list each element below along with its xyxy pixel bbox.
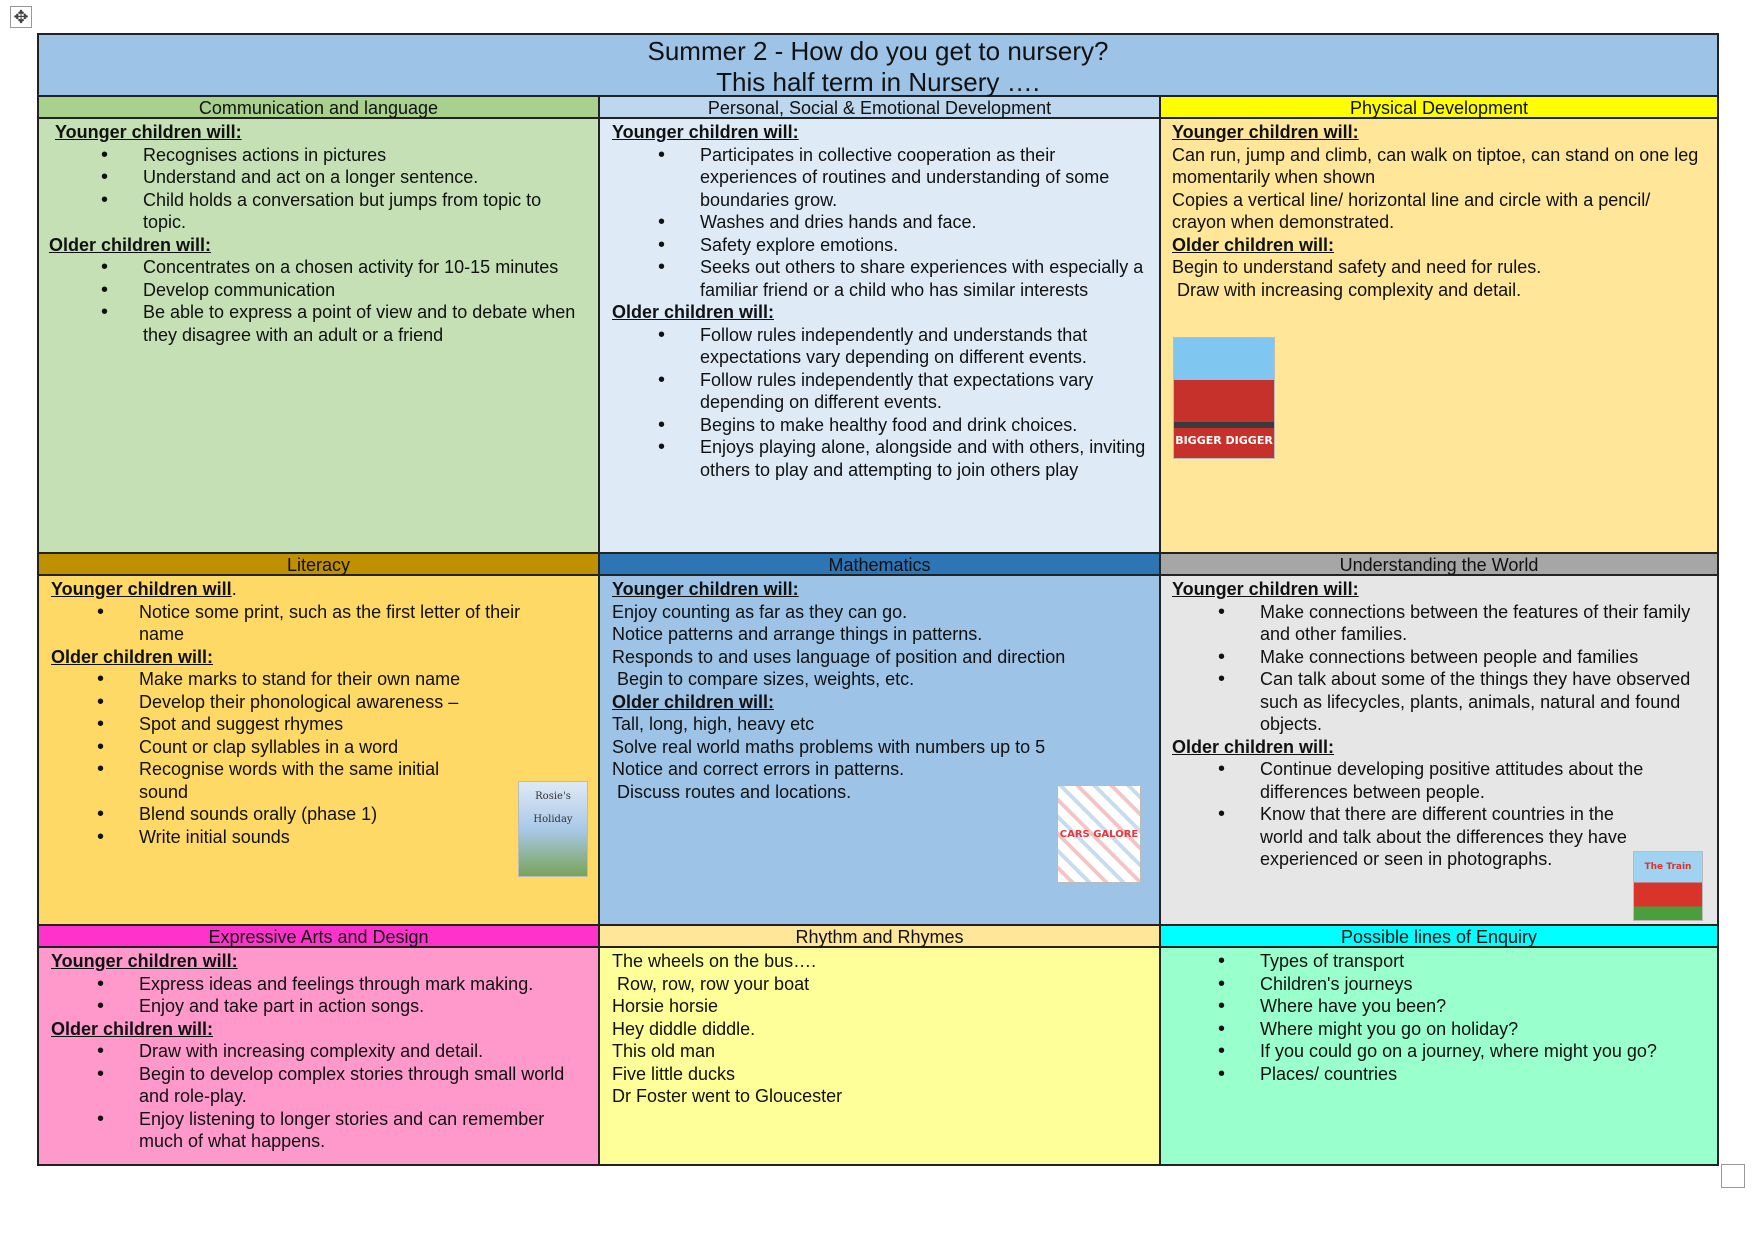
cell-expressive-arts (39, 926, 600, 1164)
mathematics-line: Responds to and uses language of position and direction (612, 646, 1066, 667)
list-item: • Safety explore emotions. (700, 234, 1149, 257)
psed-younger-label: Younger children will: (612, 122, 799, 142)
list-item: • Child holds a conversation but jumps from topic to topic. (143, 189, 588, 234)
rhyme-line: Five little ducks (612, 1063, 736, 1084)
physical-older-label: Older children will: (1172, 234, 1335, 255)
book-title: The Train Ride (1644, 862, 1692, 895)
literacy-younger-label: Younger children will (51, 579, 232, 599)
physical-younger-line: Can run, jump and climb, can walk on tiptoe, can stand on one leg momentarily when shown (1172, 144, 1699, 187)
rhyme-line: Row, row, row your boat (612, 973, 810, 994)
list-item: • Enjoys playing alone, alongside and with others, inviting others to play and attempting to join others play (700, 436, 1149, 481)
cell-mathematics (600, 554, 1161, 924)
understanding-younger-list (1172, 601, 1707, 736)
list-item: • Draw with increasing complexity and detail. (139, 1040, 588, 1063)
rhymes-header: Rhythm and Rhymes (600, 926, 1159, 948)
page-title (39, 35, 1717, 97)
mathematics-line: Solve real world maths problems with numbers up to 5 (612, 736, 1046, 757)
mathematics-line: Enjoy counting as far as they can go. (612, 601, 908, 622)
expressive-header: Expressive Arts and Design (39, 926, 598, 948)
cell-literacy (39, 554, 600, 924)
literacy-younger-list (51, 601, 588, 646)
literacy-older-label: Older children will: (51, 646, 214, 667)
list-item: • Places/ countries (1260, 1063, 1707, 1086)
table-row-3 (39, 926, 1717, 1164)
list-item: • Develop communication (143, 279, 588, 302)
list-item: • Recognises actions in pictures (143, 144, 588, 167)
list-item: • Enjoy and take part in action songs. (139, 995, 588, 1018)
rosies-holiday-book-image (518, 781, 588, 877)
list-item: • Can talk about some of the things they have observed such as lifecycles, plants, animals, natural and found objects. (1260, 668, 1707, 736)
cell-psed (600, 97, 1161, 552)
rhyme-line: Horsie horsie (612, 996, 719, 1016)
communication-older-list (55, 256, 588, 346)
expressive-younger-list (51, 973, 588, 1018)
enquiry-header: Possible lines of Enquiry (1161, 926, 1717, 948)
list-item: • Children's journeys (1260, 973, 1707, 996)
communication-younger-list (55, 144, 588, 234)
list-item: • Participates in collective cooperation as their experiences of routines and understanding of some boundaries grow. (700, 144, 1149, 212)
table-row-1 (39, 97, 1717, 554)
rhyme-line: This old man (612, 1041, 716, 1061)
list-item: • Develop their phonological awareness – (139, 691, 488, 714)
rhyme-line: The wheels on the bus…. (612, 951, 817, 971)
list-item: • Express ideas and feelings through mark making. (139, 973, 588, 996)
literacy-older-list (51, 668, 588, 848)
mathematics-younger-label: Younger children will: (612, 579, 799, 599)
list-item: • Blend sounds orally (phase 1) (139, 803, 488, 826)
communication-header: Communication and language (39, 97, 598, 119)
list-item: • Enjoy listening to longer stories and can remember much of what happens. (139, 1108, 588, 1153)
psed-older-list (612, 324, 1149, 482)
mathematics-line: Notice patterns and arrange things in patterns. (612, 624, 983, 644)
list-item: • Begin to develop complex stories through small world and role-play. (139, 1063, 588, 1108)
list-item: • Begins to make healthy food and drink choices. (700, 414, 1149, 437)
list-item: • Spot and suggest rhymes (139, 713, 488, 736)
understanding-older-list (1172, 758, 1707, 871)
mathematics-line: Begin to compare sizes, weights, etc. (612, 669, 915, 689)
curriculum-table (37, 33, 1719, 1166)
list-item: • Be able to express a point of view and to debate when they disagree with an adult or a friend (143, 301, 588, 346)
bigger-digger-book-image (1173, 337, 1275, 459)
list-item: • Know that there are different countries in the world and talk about the differences they have experienced or seen in photographs. (1260, 803, 1697, 871)
list-item: • Count or clap syllables in a word (139, 736, 488, 759)
physical-younger-label: Younger children will: (1172, 122, 1359, 142)
expressive-older-list (51, 1040, 588, 1153)
title-line-2: This half term in Nursery …. (716, 67, 1040, 97)
mathematics-header: Mathematics (600, 554, 1159, 576)
physical-older-line: Begin to understand safety and need for rules. (1172, 257, 1542, 277)
list-item: • Make marks to stand for their own name (139, 668, 488, 691)
physical-older-line: Draw with increasing complexity and detail. (1172, 279, 1522, 300)
list-item: • Make connections between the features of their family and other families. (1260, 601, 1707, 646)
physical-younger-line: Copies a vertical line/ horizontal line and circle with a pencil/ crayon when demonstrated. (1172, 189, 1651, 232)
cell-physical (1161, 97, 1717, 552)
list-item: • Where might you go on holiday? (1260, 1018, 1707, 1041)
list-item: • Seeks out others to share experiences with especially a familiar friend or a child who has similar interests (700, 256, 1149, 301)
list-item: • If you could go on a journey, where might you go? (1260, 1040, 1707, 1063)
understanding-older-label: Older children will: (1172, 736, 1335, 757)
train-ride-book-image (1633, 851, 1703, 921)
psed-younger-list (612, 144, 1149, 302)
list-item: • Write initial sounds (139, 826, 488, 849)
physical-header: Physical Development (1161, 97, 1717, 119)
book-title: CARS GALORE (1059, 829, 1139, 840)
list-item: • Understand and act on a longer sentence. (143, 166, 588, 189)
list-item: • Recognise words with the same initial sound (139, 758, 488, 803)
list-item: • Types of transport (1260, 950, 1707, 973)
literacy-younger-suffix: . (231, 579, 237, 599)
book-title: Rosie's Holiday (533, 791, 573, 825)
mathematics-line: Tall, long, high, heavy etc (612, 714, 815, 734)
list-item: • Notice some print, such as the first letter of their name (139, 601, 548, 646)
list-item: • Follow rules independently that expectations vary depending on different events. (700, 369, 1149, 414)
mathematics-older-label: Older children will: (612, 691, 775, 712)
cell-rhythm-rhymes (600, 926, 1161, 1164)
cars-galore-book-image (1057, 785, 1141, 883)
title-line-1: Summer 2 - How do you get to nursery? (647, 36, 1109, 66)
rhyme-line: Hey diddle diddle. (612, 1018, 756, 1039)
table-move-handle-icon[interactable]: ✥ (10, 6, 32, 28)
list-item: • Where have you been? (1260, 995, 1707, 1018)
table-resize-handle-icon[interactable] (1721, 1164, 1745, 1188)
understanding-header: Understanding the World (1161, 554, 1717, 576)
list-item: • Follow rules independently and understands that expectations vary depending on different events. (700, 324, 1149, 369)
mathematics-line: Notice and correct errors in patterns. (612, 759, 905, 779)
enquiry-list (1172, 950, 1707, 1085)
mathematics-line: Discuss routes and locations. (612, 781, 852, 802)
list-item: • Make connections between people and families (1260, 646, 1707, 669)
communication-older-label: Older children will: (49, 234, 212, 255)
cell-lines-of-enquiry (1161, 926, 1717, 1164)
literacy-header: Literacy (39, 554, 598, 576)
expressive-younger-label: Younger children will: (51, 951, 238, 971)
psed-header: Personal, Social & Emotional Development (600, 97, 1159, 119)
list-item: • Continue developing positive attitudes about the differences between people. (1260, 758, 1697, 803)
expressive-older-label: Older children will: (51, 1018, 214, 1039)
cell-communication (39, 97, 600, 552)
communication-younger-label: Younger children will: (55, 122, 242, 142)
list-item: • Concentrates on a chosen activity for 10-15 minutes (143, 256, 588, 279)
book-title: BIGGER DIGGER (1174, 428, 1274, 459)
rhyme-line: Dr Foster went to Gloucester (612, 1086, 843, 1106)
list-item: • Washes and dries hands and face. (700, 211, 1149, 234)
psed-older-label: Older children will: (612, 302, 775, 322)
cell-understanding-world (1161, 554, 1717, 924)
table-row-2 (39, 554, 1717, 926)
understanding-younger-label: Younger children will: (1172, 579, 1359, 599)
